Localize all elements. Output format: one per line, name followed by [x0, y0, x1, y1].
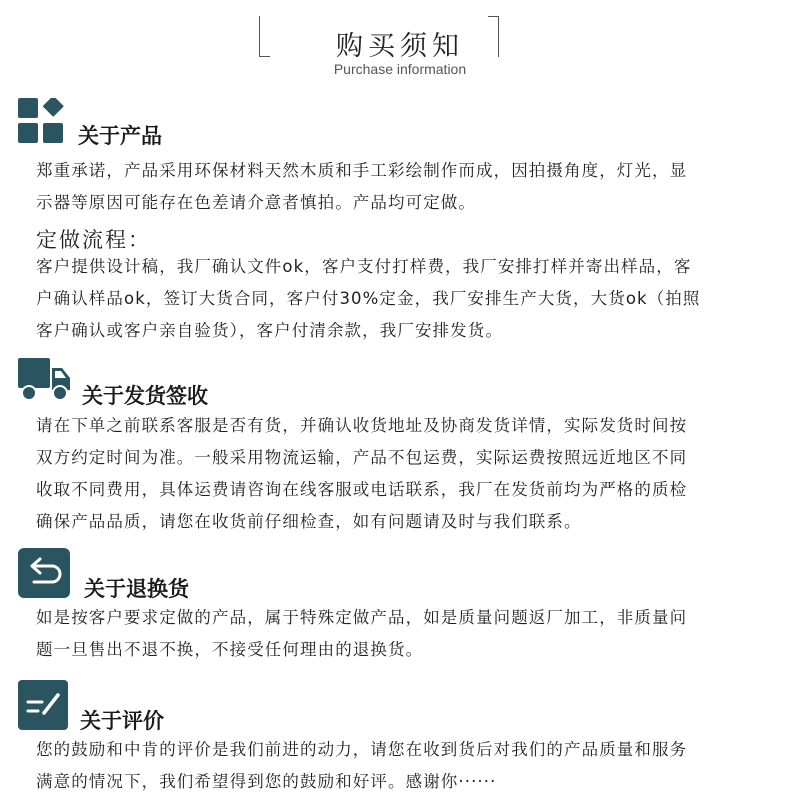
text-line: 示器等原因可能存在色差请介意者慎拍。产品均可定做。	[36, 193, 476, 212]
section-title-review: 关于评价	[80, 709, 164, 733]
returns-description	[36, 602, 776, 666]
text-line: 确保产品品质，请您在收货前仔细检查，如有问题请及时与我们联系。	[36, 512, 582, 531]
text-line: 双方约定时间为准。一般采用物流运输，产品不包运费，实际运费按照远近地区不同	[36, 448, 688, 467]
shipping-description	[36, 410, 776, 538]
return-arrow-icon	[18, 548, 70, 598]
text-line: 收取不同费用，具体运费请咨询在线客服或电话联系，我厂在发货前均为严格的质检	[36, 480, 688, 499]
product-description	[36, 155, 776, 219]
flow-heading: 定做流程：	[36, 228, 151, 252]
grid-blocks-icon	[18, 98, 64, 144]
text-line: 客户确认或客户亲自验货），客户付清余款，我厂安排发货。	[36, 321, 503, 340]
section-title-shipping: 关于发货签收	[82, 384, 208, 408]
edit-pen-icon	[18, 680, 68, 730]
text-line: 郑重承诺，产品采用环保材料天然木质和手工彩绘制作而成，因拍摄角度，灯光，显	[36, 161, 688, 180]
review-description	[36, 734, 776, 798]
truck-icon	[18, 356, 72, 402]
text-line: 客户提供设计稿，我厂确认文件ok，客户支付打样费，我厂安排打样并寄出样品，客	[36, 257, 692, 276]
section-title-returns: 关于退换货	[84, 577, 189, 601]
flow-description	[36, 251, 776, 347]
text-line: 满意的情况下，我们希望得到您的鼓励和好评。感谢你······	[36, 772, 497, 791]
page-title: 购买须知	[336, 31, 464, 62]
text-line: 您的鼓励和中肯的评价是我们前进的动力，请您在收到货后对我们的产品质量和服务	[36, 740, 688, 759]
text-line: 户确认样品ok，签订大货合同，客户付30%定金，我厂安排生产大货，大货ok（拍照	[36, 289, 701, 308]
page-subtitle: Purchase information	[333, 61, 467, 77]
text-line: 如是按客户要求定做的产品，属于特殊定做产品，如是质量问题返厂加工，非质量问	[36, 608, 688, 627]
text-line: 题一旦售出不退不换，不接受任何理由的退换货。	[36, 640, 424, 659]
text-line: 请在下单之前联系客服是否有货，并确认收货地址及协商发货详情，实际发货时间按	[36, 416, 688, 435]
section-title-product: 关于产品	[78, 124, 162, 148]
